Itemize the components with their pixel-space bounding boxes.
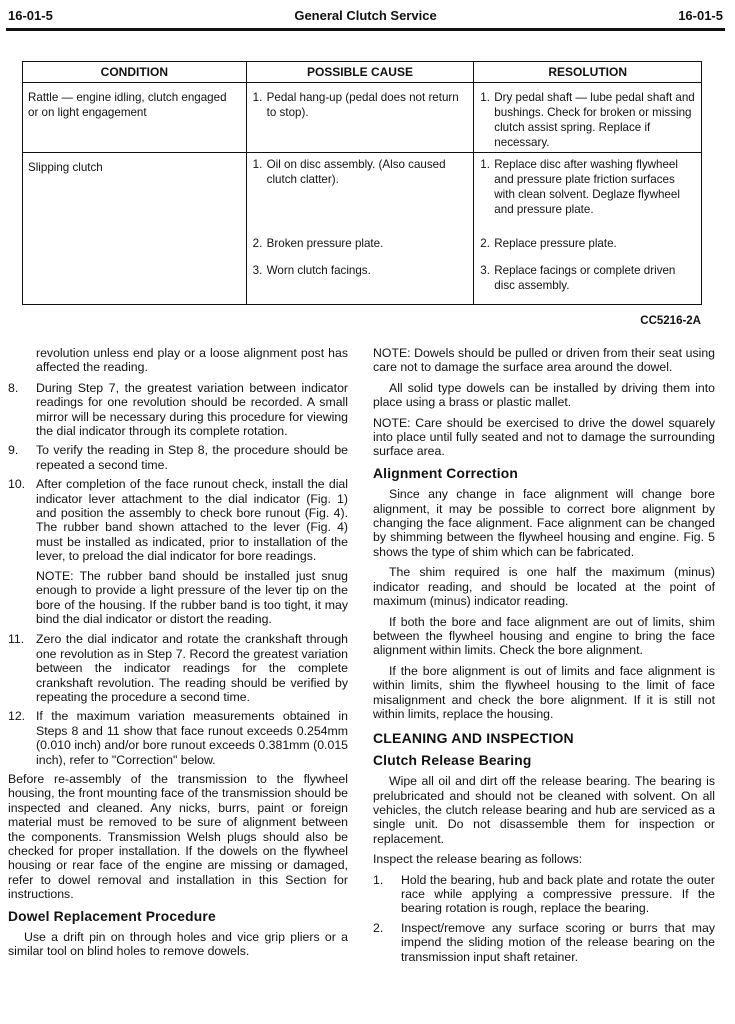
troubleshooting-table (22, 61, 702, 305)
resolution-item: 1. Dry pedal shaft — lube pedal shaft and bushings. Check for broken or missing clutch assist spring. Replace if necessary. (480, 91, 695, 149)
paragraph: revolution unless end play or a loose alignment post has affected the reading. (36, 346, 348, 375)
note: NOTE: Care should be exercised to drive the dowel squarely into place until fully seated and not to damage the surrounding surface area. (373, 415, 715, 459)
table-header-row (23, 62, 702, 83)
list-item: 2. Inspect/remove any surface scoring or burrs that may impend the sliding motion of the release bearing on the transmission input shaft retainer. (373, 920, 715, 964)
paragraph: All solid type dowels can be installed by driving them into place using a brass or plastic mallet. (373, 380, 715, 410)
paragraph: Since any change in face alignment will change bore alignment, it may be possible to correct bore alignment by changing the face alignment. Face alignment can be changed by shimming between the flywheel housing and engine. Fig. 5 shows the type of shim which can be fabricated. (373, 487, 715, 559)
list-item: 1. Hold the bearing, hub and back plate and rotate the outer race while applying a compressive pressure. If the bearing rotation is rough, replace the bearing. (373, 872, 715, 916)
resolution-item: 2. Replace pressure plate. (480, 237, 617, 250)
paragraph: Inspect the release bearing as follows: (373, 852, 583, 867)
cause-item: 3. Worn clutch facings. (252, 264, 371, 277)
condition-cell: Rattle — engine idling, clutch engaged or on light engagement (28, 91, 227, 119)
figure-code: CC5216-2A (640, 315, 701, 327)
resolution-item: 1. Replace disc after washing flywheel and pressure plate friction surfaces with clean solvent. Deglaze flywheel and pressure plate. (480, 158, 680, 216)
note: NOTE: Dowels should be pulled or driven from their seat using care not to damage the surface area around the dowel. (373, 346, 715, 375)
column-header: POSSIBLE CAUSE (246, 62, 474, 83)
subsection-heading: Clutch Release Bearing (373, 752, 532, 768)
column-header: RESOLUTION (474, 62, 702, 83)
table-row (23, 83, 702, 153)
paragraph: If the bore alignment is out of limits and face alignment is within limits, shim the flywheel housing to the limit of face misalignment and check the bore alignment. If it is still not within limits, replace the housing. (373, 663, 715, 721)
paragraph: Before re-assembly of the transmission to the flywheel housing, the front mounting face of the transmission should be inspected and cleaned. Any nicks, burrs, paint or foreign material must be removed to be sure of alignment between the components. Transmission Welsh plugs should also be checked for proper installation. If the dowels on the flywheel housing or rear face of the engine are missing or damaged, refer to dowel removal and installation in this Section for instructions. (8, 771, 348, 902)
page-header (8, 6, 723, 26)
list-item: 11. Zero the dial indicator and rotate the crankshaft through one revolution as in Step 7. Record the greatest variation between the indicator readings for the complete crankshaft revolution. The reading should be verified by repeating the procedure a second time. (8, 632, 348, 704)
header-rule (6, 28, 725, 31)
condition-cell: Slipping clutch (28, 161, 103, 174)
section-heading: Dowel Replacement Procedure (8, 908, 216, 924)
list-item: 12. If the maximum variation measurements obtained in Steps 8 and 11 show that face runout exceeds 0.254mm (0.010 inch) and/or bore runout exceeds 0.381mm (0.015 inch), refer to "Correction" below. (8, 709, 348, 767)
paragraph: The shim required is one half the maximum (minus) indicator reading, and should be located at the point of maximum (minus) indicator reading. (373, 565, 715, 609)
paragraph: Use a drift pin on through holes and vice grip pliers or a similar tool on blind holes to remove dowels. (8, 930, 348, 959)
column-header: CONDITION (23, 62, 247, 83)
list-item: 10. After completion of the face runout check, install the dial indicator lever attachment to the dial indicator (Fig. 1) and position the assembly to check bore runout (Fig. 4). The rubber band shown attached to the lever (Fig. 4) must be installed as indicated, prior to installation of the lever, to preload the dial indicator for bore readings. (8, 477, 348, 564)
table-row (23, 153, 702, 305)
list-item: 9. To verify the reading in Step 8, the procedure should be repeated a second time. (8, 443, 348, 472)
page-number-right: 16-01-5 (678, 8, 723, 23)
cause-item: 1. Pedal hang-up (pedal does not return to stop). (252, 91, 459, 119)
list-item: 8. During Step 7, the greatest variation between indicator readings for one revolution should be recorded. A small mirror will be necessary during this procedure for viewing the dial indicator through its complete rotation. (8, 380, 348, 439)
paragraph: If both the bore and face alignment are out of limits, shim between the flywheel housing and engine to bring the face alignment within limits. Check the bore alignment. (373, 614, 715, 658)
left-column (8, 346, 348, 965)
section-title: General Clutch Service (294, 8, 437, 23)
resolution-item: 3. Replace facings or complete driven disc assembly. (480, 264, 676, 292)
page-number-left: 16-01-5 (8, 8, 53, 23)
section-heading: Alignment Correction (373, 465, 519, 481)
section-heading: CLEANING AND INSPECTION (373, 730, 574, 747)
note: NOTE: The rubber band should be installed just snug enough to provide a light pressure of the lever tip on the bore of the housing. If the rubber band is too tight, it may bind the dial indicator or distort the reading. (36, 568, 348, 626)
right-column (373, 346, 715, 969)
cause-item: 1. Oil on disc assembly. (Also caused clutch clatter). (252, 158, 446, 186)
cause-item: 2. Broken pressure plate. (252, 237, 384, 250)
paragraph: Wipe all oil and dirt off the release bearing. The bearing is prelubricated and should not be cleaned with solvent. On all vehicles, the clutch release bearing and hub are serviced as a single unit. Do not disassemble them for inspection or replacement. (373, 774, 715, 846)
